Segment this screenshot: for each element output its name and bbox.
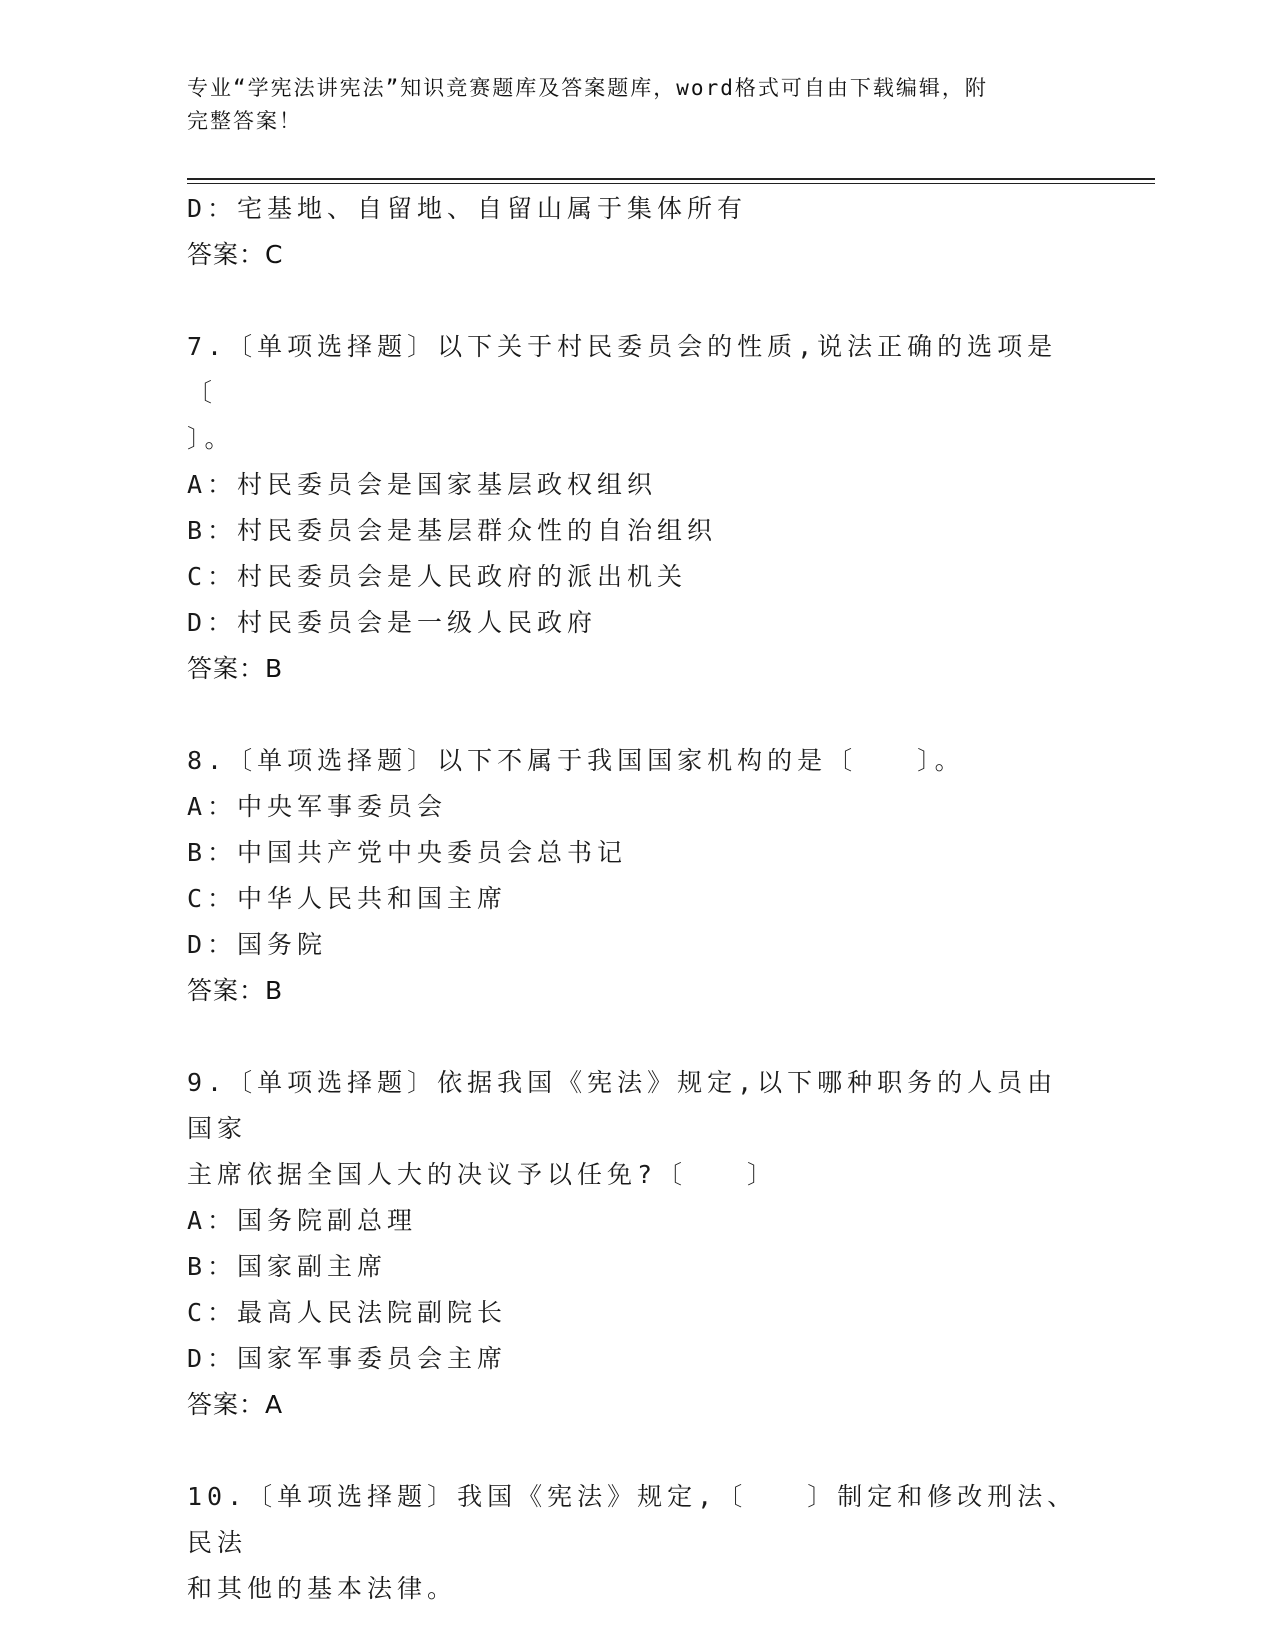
question-stem: 10.〔单项选择题〕我国《宪法》规定,〔 〕制定和修改刑法、民法 bbox=[187, 1482, 1078, 1557]
question-stem: 9.〔单项选择题〕依据我国《宪法》规定,以下哪种职务的人员由国家 bbox=[187, 1068, 1058, 1143]
question-stem: 7.〔单项选择题〕以下关于村民委员会的性质,说法正确的选项是〔 bbox=[187, 332, 1058, 407]
question-stem-continued: 和其他的基本法律。 bbox=[187, 1574, 458, 1603]
question-7 bbox=[187, 324, 1087, 692]
answer: 答案：B bbox=[187, 976, 284, 1005]
document-header bbox=[187, 72, 1087, 138]
option-d: D：宅基地、自留地、自留山属于集体所有 bbox=[187, 194, 748, 223]
question-8 bbox=[187, 738, 1087, 1014]
header-title-line-1: 专业“学宪法讲宪法”知识竞赛题库及答案题库，word格式可自由下载编辑，附 bbox=[187, 76, 988, 100]
spacer bbox=[187, 1014, 1087, 1060]
option-b: B：国家副主席 bbox=[187, 1252, 388, 1281]
question-stem-continued: 〕。 bbox=[187, 424, 235, 453]
option-a: A：中央军事委员会 bbox=[187, 792, 448, 821]
option-c: C：最高人民法院副院长 bbox=[187, 1298, 508, 1327]
document-body bbox=[187, 186, 1087, 1612]
option-b: B：中国共产党中央委员会总书记 bbox=[187, 838, 628, 867]
option-c: C：中华人民共和国主席 bbox=[187, 884, 508, 913]
spacer bbox=[187, 278, 1087, 324]
header-rule-thin bbox=[187, 183, 1155, 184]
question-stem: 8.〔单项选择题〕以下不属于我国国家机构的是〔 〕。 bbox=[187, 746, 965, 775]
spacer bbox=[187, 1428, 1087, 1474]
option-d: D：国家军事委员会主席 bbox=[187, 1344, 508, 1373]
option-d: D：国务院 bbox=[187, 930, 328, 959]
answer: 答案：B bbox=[187, 654, 284, 683]
option-d: D：村民委员会是一级人民政府 bbox=[187, 608, 598, 637]
spacer bbox=[187, 692, 1087, 738]
question-fragment bbox=[187, 186, 1087, 278]
question-stem-continued: 主席依据全国人大的决议予以任免?〔 〕 bbox=[187, 1160, 778, 1189]
question-10 bbox=[187, 1474, 1087, 1612]
header-rule-thick bbox=[187, 178, 1155, 180]
question-9 bbox=[187, 1060, 1087, 1428]
option-a: A：村民委员会是国家基层政权组织 bbox=[187, 470, 658, 499]
option-a: A：国务院副总理 bbox=[187, 1206, 418, 1235]
answer: 答案：A bbox=[187, 1390, 284, 1419]
option-b: B：村民委员会是基层群众性的自治组织 bbox=[187, 516, 718, 545]
answer: 答案：C bbox=[187, 240, 284, 269]
header-title-line-2: 完整答案！ bbox=[187, 109, 302, 133]
option-c: C：村民委员会是人民政府的派出机关 bbox=[187, 562, 688, 591]
